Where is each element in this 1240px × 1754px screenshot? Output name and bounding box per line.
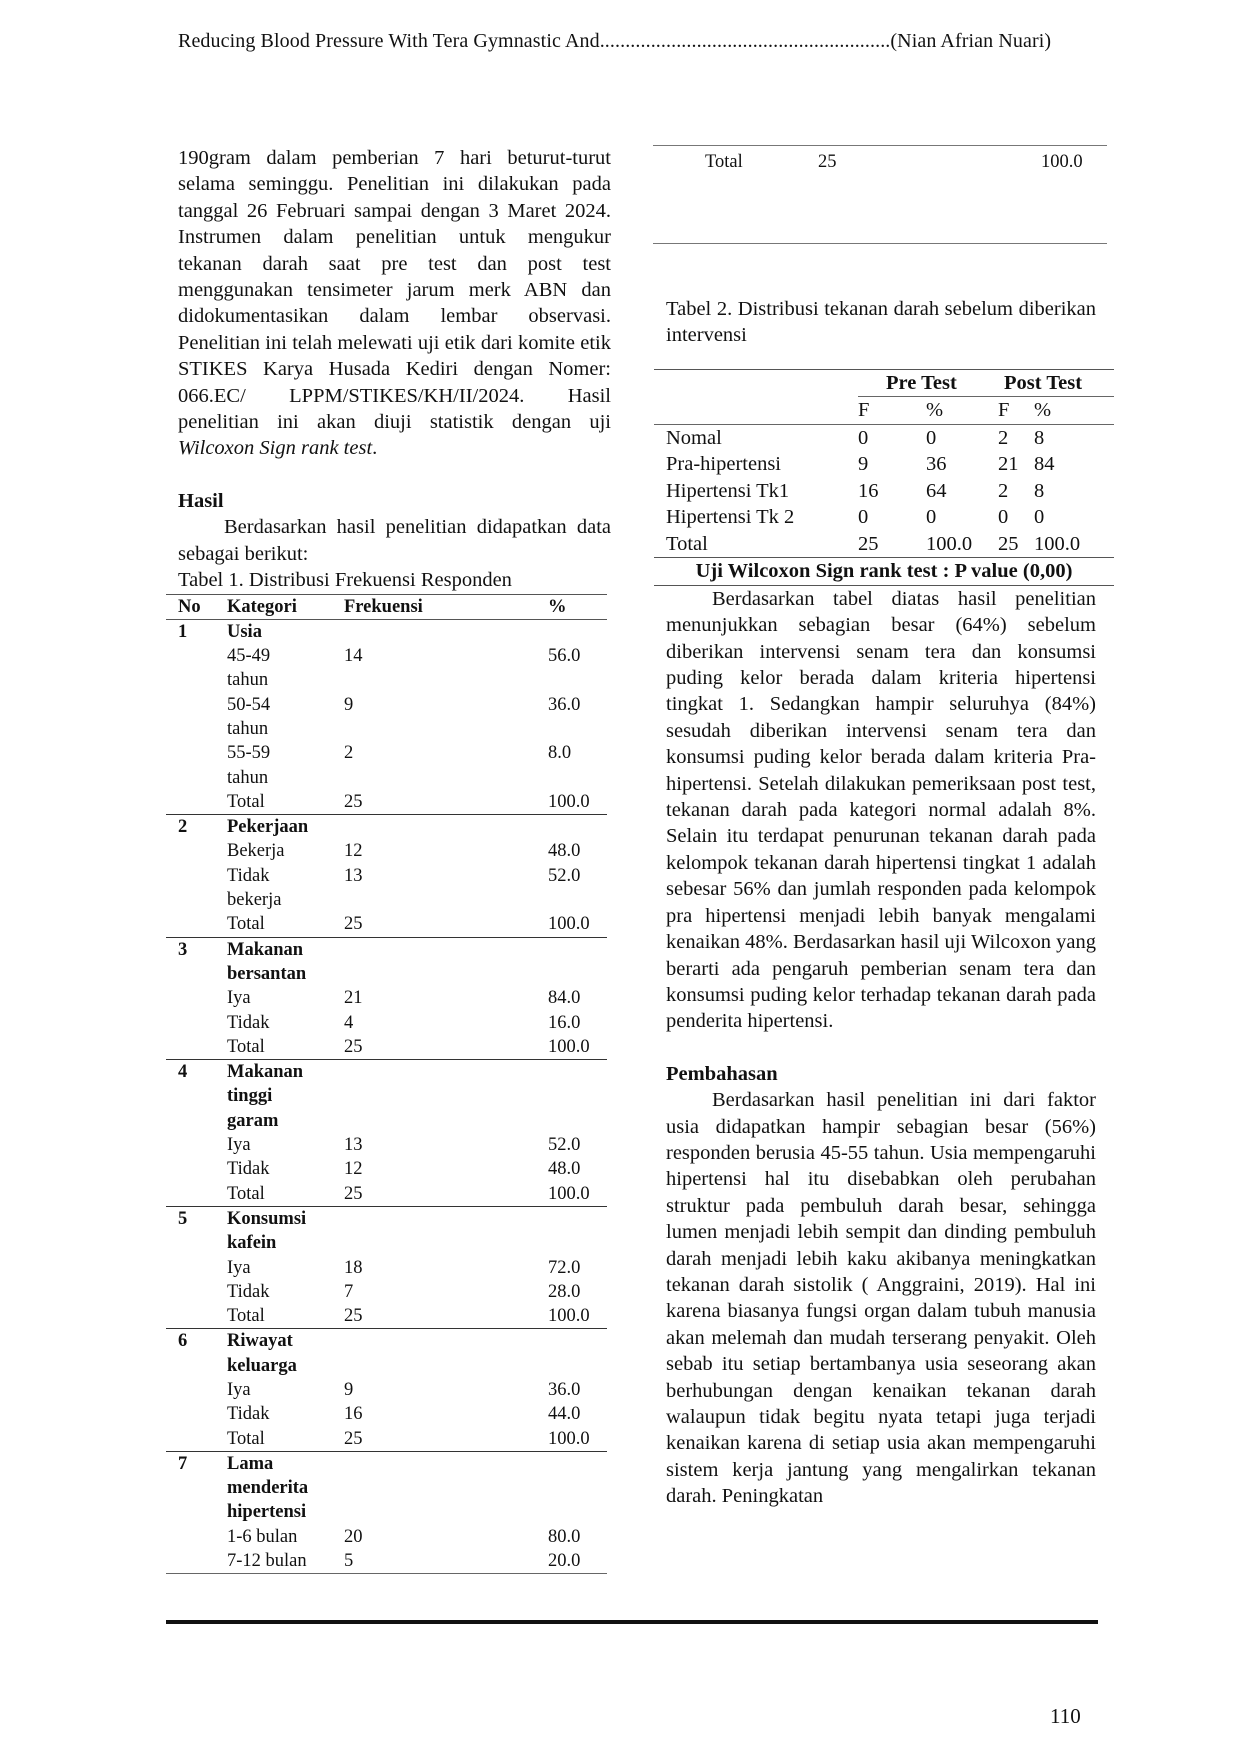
table1-cell-frekuensi: 2 (344, 743, 354, 764)
table2-post-test: Post Test (1004, 371, 1083, 394)
table1-cell-frekuensi: 9 (344, 1380, 354, 1400)
table1-row (166, 1427, 607, 1452)
pembahasan-paragraph: Berdasarkan hasil penelitian ini dari faktor usia didapatkan hampir sebagian besar (56%) responden berusia 45-55 tahun. Usia mempengaruhi hipertensi hal itu disebabkan oleh perubahan struktur pada pembuluh darah besar, sehingga lumen menjadi lebih sempit dan dinding pembuluh darah menjadi lebih kaku akibanya meningkatkan tekanan darah sistolik ( Anggraini, 2019). Hal ini karena biasanya fungsi organ dalam tubuh manusia akan melemah dan mudah terserang penyakit. Oleh sebab itu setiap bertambanya usia seseorang akan berhubungan dengan kenaikan tekanan darah walaupun tidak begitu nyata tetapi juga terjadi kenaikan karena di setiap usia akan mempengaruhi sistem kerja jantung yang mengalirkan tekanan darah. Peningkatan (666, 1089, 1096, 1508)
table1-cell-percent: 44.0 (548, 1404, 581, 1425)
table1-group-number: 6 (166, 1329, 227, 1378)
table2-cell: 0 (926, 424, 998, 451)
table1-cell-percent: 20.0 (548, 1549, 607, 1574)
page-number: 110 (1050, 1704, 1081, 1728)
table1-cell-kategori (227, 912, 344, 937)
table1-group-row (166, 815, 607, 840)
table2-caption: Tabel 2. Distribusi tekanan darah sebelum diberikan intervensi (666, 298, 1096, 347)
table1-group-number: 3 (166, 937, 227, 986)
table1-cell-frekuensi: 25 (344, 1183, 363, 1204)
table1-kategori-line: tahun (227, 670, 269, 691)
table1-cell-frekuensi: 25 (344, 1428, 363, 1449)
table1-group-title (227, 1329, 344, 1378)
table1-group-number: 1 (178, 621, 188, 642)
table2-cell: 2 (998, 479, 1009, 502)
table1-cell-percent: 28.0 (548, 1281, 581, 1302)
table1-group-row (166, 1206, 607, 1255)
table1-body (166, 619, 607, 1574)
table1-cell-percent: 36.0 (548, 1380, 581, 1400)
table1-group-title (227, 619, 344, 644)
table1-row (166, 1035, 607, 1060)
table2 (654, 369, 1114, 586)
table1-row (166, 1402, 607, 1426)
table1-cell-kategori (227, 1133, 344, 1157)
table2-row (654, 531, 1114, 558)
table1-row (166, 1525, 607, 1549)
table1-cell-kategori (227, 741, 344, 790)
table1-row (166, 864, 607, 913)
table1-cell-kategori (227, 644, 344, 693)
bottom-rule (166, 1620, 1098, 1624)
table1-cell-percent: 100.0 (548, 1306, 590, 1327)
table1-group-row (166, 619, 607, 644)
fragment-total-label: Total (705, 152, 743, 172)
table2-cell: 16 (858, 479, 879, 502)
table1-row (166, 839, 607, 863)
table1-group-title-line: menderita (227, 1478, 309, 1499)
table1-group-title (227, 815, 344, 840)
table2-row-label: Nomal (654, 424, 858, 451)
table1-cell-percent: 56.0 (548, 646, 581, 667)
table2-row-label: Total (654, 531, 858, 558)
table1-row (166, 1157, 607, 1181)
table1-header-row (166, 594, 607, 619)
table1-cell-percent: 80.0 (548, 1526, 581, 1547)
table1-cell-frekuensi: 25 (344, 1036, 363, 1057)
table2-subheader-row (654, 397, 1114, 425)
table2-cell: 100.0 (926, 531, 998, 558)
table1-cell-percent: 84.0 (548, 988, 581, 1009)
method-paragraph: 190gram dalam pemberian 7 hari beturut-turut selama seminggu. Penelitian ini dilakukan pada tanggal 26 Februari sampai dengan 3 Maret 2024. Instrumen dalam penelitian untuk mengukur tekanan darah saat pre test dan post test menggunakan tensimeter jarum merk ABN dan didokumentasikan dalam lembar observasi. Penelitian ini telah melewati uji etik dari komite etik STIKES Karya Husada Kediri dengan Nomer: 066.EC/ LPPM/STIKES/KH/II/2024. Hasil penelitian ini akan diuji statistik dengan uji Wilcoxon Sign rank test. (178, 147, 611, 460)
table2-cell: 2 (998, 424, 1034, 451)
table2-sub-f-pre: F (858, 397, 926, 425)
table1-cell-kategori (227, 1378, 344, 1402)
table2-cell: 100.0 (1034, 531, 1114, 558)
table2-cell: 0 (998, 506, 1009, 529)
running-header: Reducing Blood Pressure With Tera Gymnastic And.........................................................(Nian Afrian Nuari) (178, 30, 1052, 52)
table1-group-number: 2 (166, 815, 227, 840)
table2-row (654, 451, 1114, 478)
table2-cell: 84 (1034, 453, 1055, 476)
table1-cell-frekuensi: 25 (344, 791, 363, 812)
table1-kategori-line: Total (227, 1306, 265, 1327)
table1-kategori-line: Tidak (227, 865, 270, 886)
table1-row (166, 790, 607, 815)
table1-group-row (166, 1451, 607, 1524)
table1-group-title-line: keluarga (227, 1355, 297, 1376)
table1-cell-frekuensi: 25 (344, 914, 363, 935)
table1-kategori-line: 45-49 (227, 646, 271, 667)
table1-kategori-line: tahun (227, 767, 269, 788)
table1-cell-kategori (227, 1304, 344, 1329)
table1-cell-kategori (227, 1525, 344, 1549)
table1-row (166, 1011, 607, 1035)
table1-cell-percent: 48.0 (548, 841, 581, 862)
table2-header-row (654, 369, 1114, 397)
table1-kategori-line: 7-12 bulan (227, 1551, 307, 1572)
table1-row (166, 1256, 607, 1280)
table1-group-title-line: garam (227, 1110, 279, 1131)
fragment-total-f: 25 (818, 152, 837, 172)
table1-kategori-line: Total (227, 791, 265, 812)
table1-row (166, 986, 607, 1010)
table1-kategori-line: bekerja (227, 890, 282, 911)
table1-kategori-line: Tidak (227, 1012, 270, 1033)
table1-kategori-line: Iya (227, 1257, 251, 1278)
table1-cell-kategori (227, 986, 344, 1010)
table2-cell: 64 (926, 479, 947, 502)
table1-cell-percent: 100.0 (548, 1183, 590, 1204)
table1-cell-frekuensi: 16 (344, 1404, 363, 1425)
table1-kategori-line: Total (227, 914, 265, 935)
table2-sub-f-post: F (998, 397, 1034, 425)
table2-sub-pct-post: % (1034, 397, 1114, 425)
table2-row-label: Hipertensi Tk 2 (666, 506, 795, 529)
table2-cell: 8 (1034, 424, 1114, 451)
result-paragraph: Berdasarkan tabel diatas hasil penelitian menunjukkan sebagian besar (64%) sebelum diberikan intervensi senam tera dan konsumsi puding kelor berada dalam kriteria hipertensi tingkat 1. Sedangkan hampir seluruhya (84%) sesudah diberikan intervensi senam tera dan konsumsi puding kelor berada dalam kriteria Pra-hipertensi. Setelah dilakukan pemeriksaan post test, tekanan darah pada kategori normal adalah 8%. Selain itu terdapat penurunan tekanan darah pada kelompok tekanan darah hipertensi tingkat 1 adalah sebesar 56% dan jumlah responden pada kelompok pra hipertensi menjadi lebih banyak mengalami kenaikan 48%. Berdasarkan hasil uji Wilcoxon yang berarti ada pengaruh pemberian senam tera dan konsumsi puding kelor terhadap tekanan darah pada penderita hipertensi. (666, 587, 1096, 1033)
table2-cell: 36 (926, 453, 947, 476)
table1-cell-frekuensi: 7 (344, 1281, 354, 1302)
hasil-paragraph: Berdasarkan hasil penelitian didapatkan data sebagai berikut: (178, 516, 611, 565)
table1-cell-kategori (227, 1182, 344, 1207)
table1-caption: Tabel 1. Distribusi Frekuensi Responden (178, 569, 512, 592)
table1-group-title-line: bersantan (227, 963, 307, 984)
table2-cell: 0 (926, 506, 937, 529)
table1-cell-percent: 72.0 (548, 1257, 581, 1278)
table1-cell-kategori (227, 790, 344, 815)
table2-cell: 0 (1034, 506, 1045, 529)
table1-cell-percent: 48.0 (548, 1159, 581, 1180)
table2-cell: 0 (858, 424, 926, 451)
table1-cell-frekuensi: 25 (344, 1306, 363, 1327)
table1-cell-kategori (227, 864, 344, 913)
table1-group-title (227, 1060, 344, 1133)
table1-cell-percent: 100.0 (548, 1036, 590, 1057)
table1-cell-frekuensi: 4 (344, 1012, 354, 1033)
table1-kategori-line: Iya (227, 1135, 251, 1156)
table1-cell-kategori (227, 1256, 344, 1280)
table1-row (166, 693, 607, 742)
table1-cell-frekuensi: 5 (344, 1549, 548, 1574)
table1-row (166, 1133, 607, 1157)
table2-row (654, 504, 1114, 531)
table1-cell-kategori (227, 1157, 344, 1181)
table1-group-title-line: Pekerjaan (227, 817, 309, 838)
wilcoxon-italic: Wilcoxon Sign rank test (178, 437, 373, 460)
table1-kategori-line: 1-6 bulan (227, 1526, 298, 1547)
table1-cell-frekuensi: 13 (344, 865, 363, 886)
table1-kategori-line: tahun (227, 718, 269, 739)
table2-body (654, 424, 1114, 558)
pembahasan-heading: Pembahasan (666, 1062, 778, 1085)
table2-cell: 25 (858, 531, 926, 558)
table1-cell-kategori (227, 1402, 344, 1426)
table1-cell-frekuensi: 12 (344, 841, 363, 862)
table1-cell-kategori (227, 1035, 344, 1060)
table1-row (166, 644, 607, 693)
table1-group-title-line: Lama (227, 1453, 274, 1474)
table2-row (654, 478, 1114, 505)
table2-sub-pct-pre: % (926, 397, 998, 425)
table1-group-title-line: Riwayat (227, 1331, 293, 1352)
hasil-heading: Hasil (178, 489, 224, 512)
table1-group-row (166, 937, 607, 986)
table1-cell-frekuensi: 21 (344, 988, 363, 1009)
table1-kategori-line: Tidak (227, 1281, 270, 1302)
table1-group-title-line: tinggi (227, 1086, 273, 1107)
table1-kategori-line: Total (227, 1428, 265, 1449)
table1-cell-kategori (227, 839, 344, 863)
table1-kategori-line: Bekerja (227, 841, 285, 862)
table1-cell-kategori (227, 693, 344, 742)
table2-pre-test: Pre Test (886, 371, 957, 394)
table2-cell: 21 (998, 453, 1019, 476)
table1-group-title-line: Makanan (227, 1062, 304, 1083)
fragment-total-p: 100.0 (1041, 152, 1083, 172)
table1-cell-percent: 16.0 (548, 1012, 581, 1033)
table2-row-label: Pra-hipertensi (666, 453, 781, 476)
table1-cell-frekuensi: 9 (344, 694, 354, 715)
table1-cell-percent: 100.0 (548, 791, 590, 812)
table1-row (166, 741, 607, 790)
table1-cell-percent: 52.0 (548, 865, 581, 886)
table1-kategori-line: 55-59 (227, 743, 271, 764)
table1-group-title-line: kafein (227, 1233, 277, 1254)
table1-cell-frekuensi: 13 (344, 1135, 363, 1156)
table1-group-number: 7 (166, 1451, 227, 1524)
table1-cell-percent: 8.0 (548, 743, 572, 764)
table1-kategori-line: Tidak (227, 1159, 270, 1180)
right-column (666, 296, 1096, 1510)
table1-group-title (227, 1206, 344, 1255)
table2-cell: 0 (858, 506, 869, 529)
table1-continuation-rule (653, 243, 1107, 244)
table1-header-kategori: Kategori (227, 594, 344, 619)
table2-cell: 8 (1034, 479, 1045, 502)
table1-row (166, 1378, 607, 1402)
table2-row (654, 424, 1114, 451)
table1-group-title-line: hipertensi (227, 1502, 307, 1523)
table1-row (166, 1182, 607, 1207)
table1-cell-kategori (227, 1011, 344, 1035)
table1-cell-frekuensi: 20 (344, 1526, 363, 1547)
table1-row (166, 1304, 607, 1329)
table1-header-percent: % (548, 594, 607, 619)
table2-test-row (654, 558, 1114, 586)
table1-group-number: 4 (166, 1060, 227, 1133)
table1-header-no: No (166, 594, 227, 619)
table1-cell-percent: 100.0 (548, 914, 590, 935)
left-column (178, 145, 611, 1574)
table1-group-title (227, 1451, 344, 1524)
table1-row (166, 1280, 607, 1304)
table1-group-title (227, 937, 344, 986)
table1-cell-kategori (227, 1427, 344, 1452)
table1-cell-kategori (227, 1549, 344, 1574)
table1-row (166, 1549, 607, 1574)
table1-kategori-line: Iya (227, 988, 251, 1009)
table1-cell-frekuensi: 18 (344, 1257, 363, 1278)
table1-kategori-line: Iya (227, 1380, 251, 1400)
table1-row (166, 912, 607, 937)
table2-cell: 25 (998, 531, 1034, 558)
table2-test-result: Uji Wilcoxon Sign rank test : P value (0,00) (654, 558, 1114, 586)
table1-continuation (653, 145, 1107, 172)
table2-row-label: Hipertensi Tk1 (666, 479, 790, 502)
table1-cell-frekuensi: 12 (344, 1159, 363, 1180)
table1-group-row (166, 1060, 607, 1133)
table1-cell-kategori (227, 1280, 344, 1304)
table1-group-number: 5 (166, 1206, 227, 1255)
table1-group-title-line: Makanan (227, 939, 304, 960)
table1-group-title-line: Konsumsi (227, 1208, 307, 1229)
table1-cell-percent: 100.0 (548, 1428, 590, 1449)
table1 (166, 594, 607, 1575)
table1-header-frekuensi: Frekuensi (344, 594, 548, 619)
table1-kategori-line: Total (227, 1036, 265, 1057)
table2-cell: 9 (858, 453, 869, 476)
table1-group-row (166, 1329, 607, 1378)
table1-cell-percent: 52.0 (548, 1135, 581, 1156)
table1-cell-frekuensi: 14 (344, 646, 363, 667)
table1-kategori-line: Tidak (227, 1404, 270, 1425)
table1-kategori-line: 50-54 (227, 694, 271, 715)
table1-group-title-line: Usia (227, 621, 262, 642)
table1-kategori-line: Total (227, 1183, 265, 1204)
table1-cell-percent: 36.0 (548, 694, 581, 715)
